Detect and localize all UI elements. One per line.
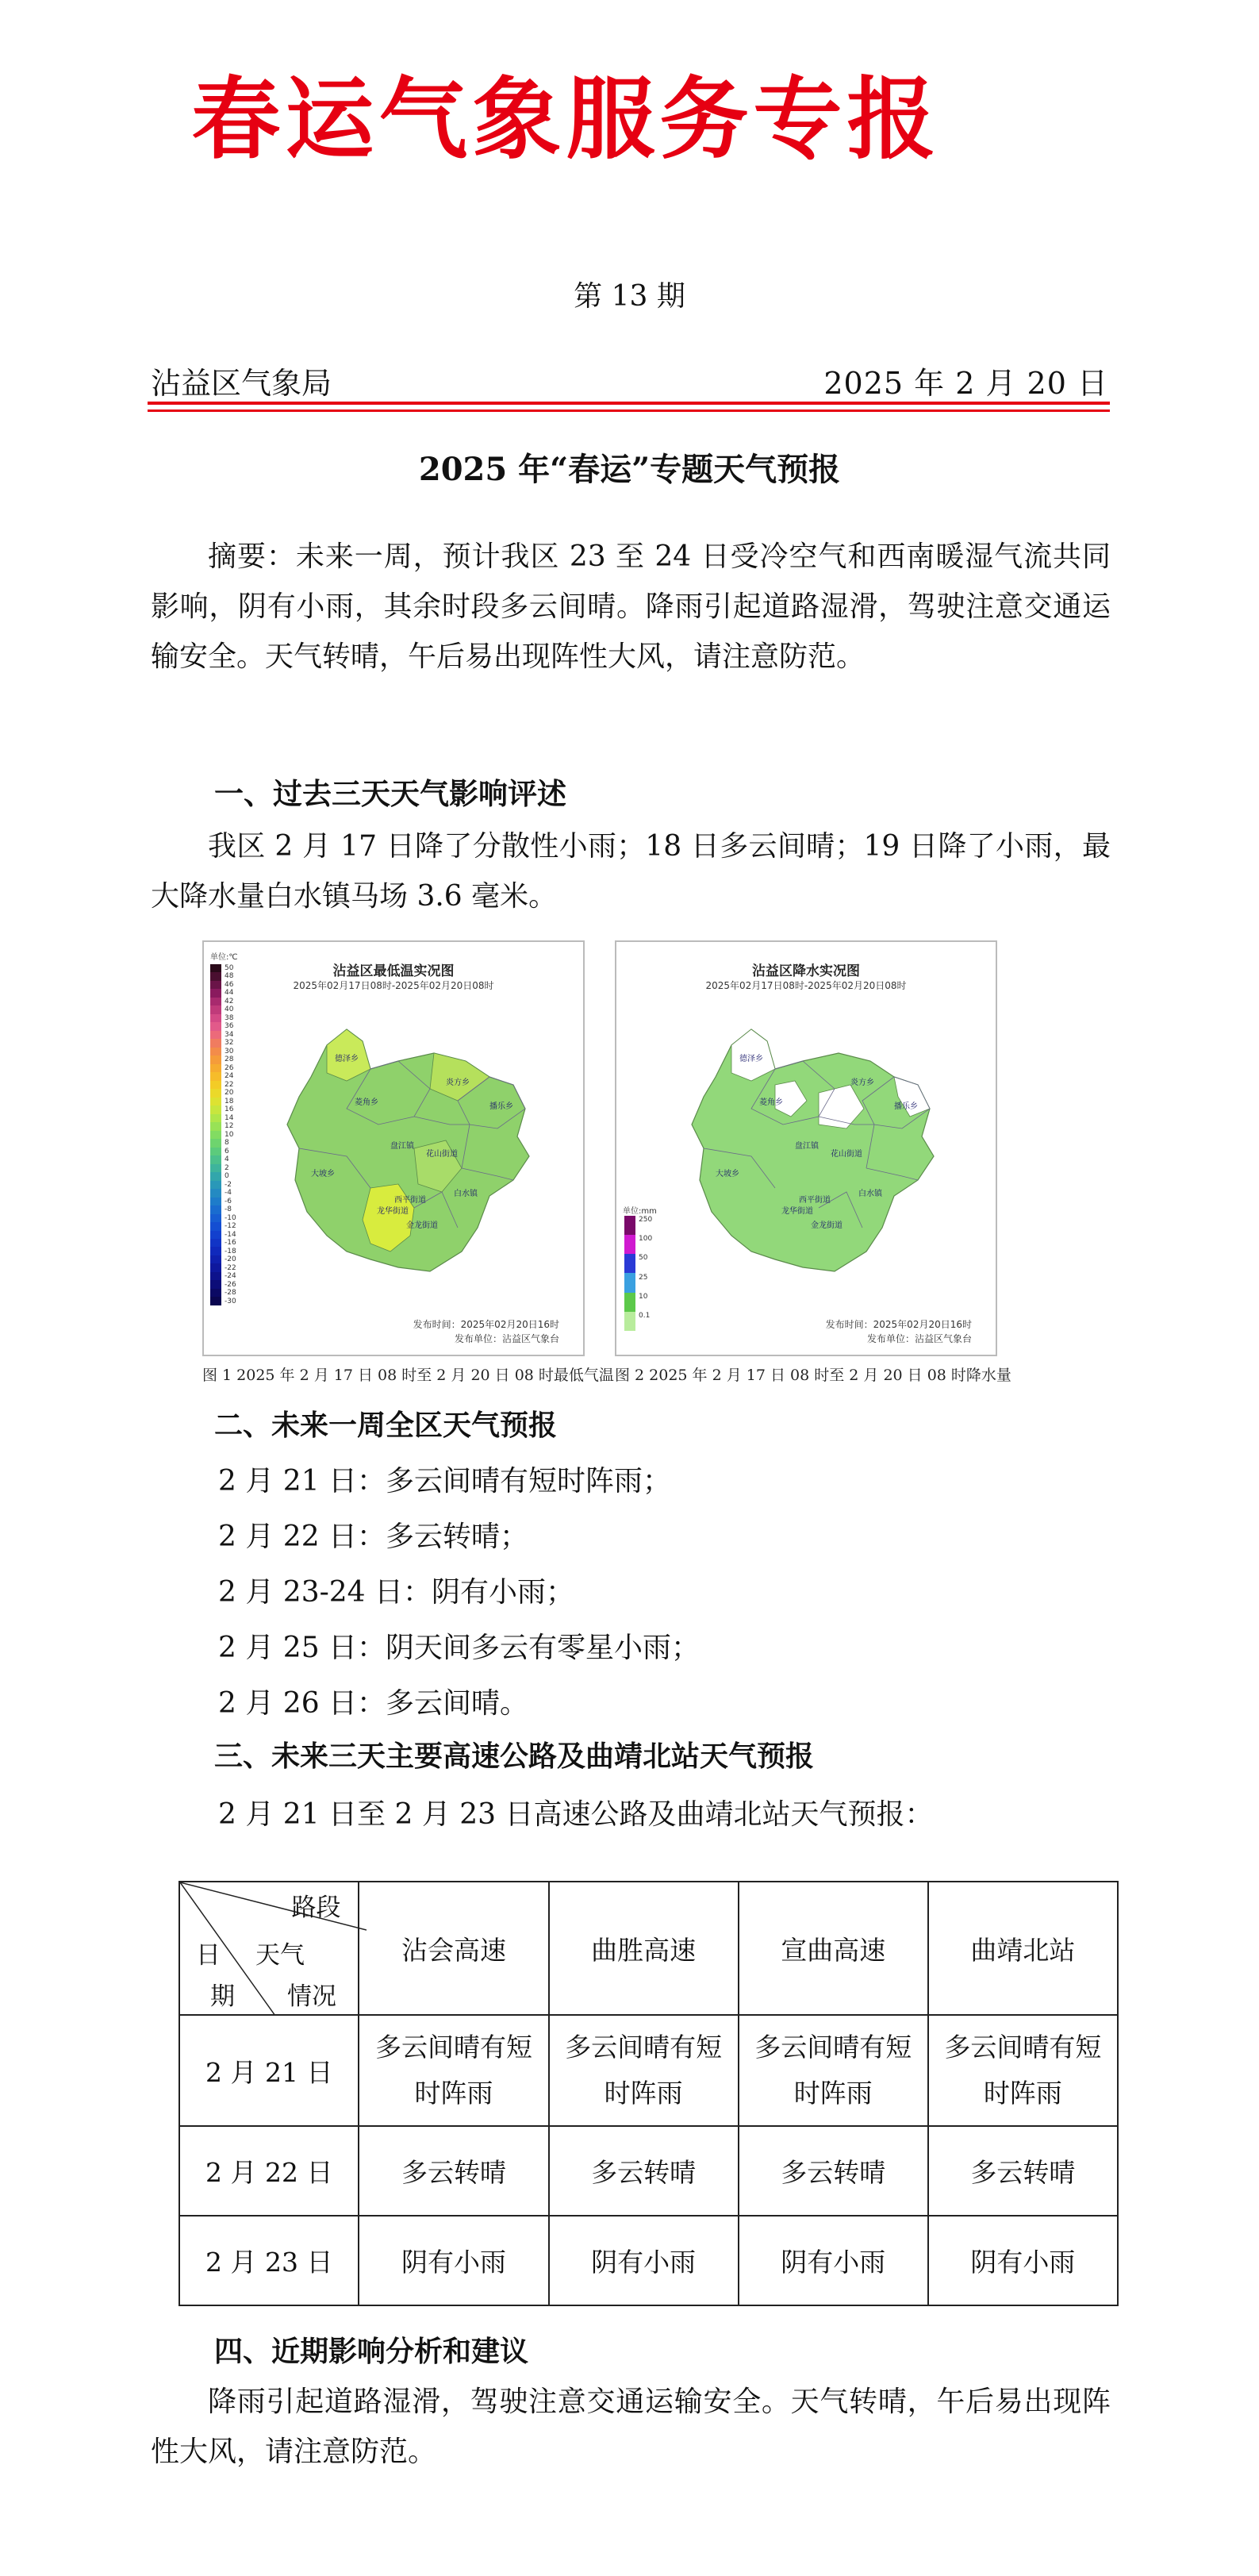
department: 沾益区气象局	[151, 366, 332, 401]
section2-heading: 二、未来一周全区天气预报	[214, 1409, 558, 1442]
forecast-item: 2 月 21 日：多云间晴有短时阵雨；	[218, 1465, 672, 1498]
map1-range: 2025年02月17日08时-2025年02月20日08时	[293, 980, 494, 991]
table-row	[179, 2015, 1118, 2126]
legend-tick-label: 8	[225, 1139, 229, 1148]
legend-tick-label: -6	[225, 1197, 232, 1205]
legend-swatch	[210, 1155, 221, 1163]
issue-number: 第 13 期	[574, 280, 685, 313]
map2-publisher: 发布单位：沾益区气象台	[866, 1333, 972, 1344]
legend-tick-label: -28	[225, 1289, 236, 1298]
map2-range: 2025年02月17日08时-2025年02月20日08时	[705, 980, 907, 991]
legend-swatch	[210, 1255, 221, 1263]
table-header-row	[179, 1882, 1118, 2015]
column-header: 宣曲高速	[739, 1882, 928, 2015]
legend-swatch	[210, 1148, 221, 1155]
legend-tick-label: 28	[225, 1055, 234, 1064]
map1-region-shape	[251, 998, 569, 1307]
legend-swatch	[210, 1198, 221, 1205]
legend-tick-label: 250	[639, 1216, 653, 1224]
table-cell: 多云转晴	[549, 2126, 739, 2216]
table-row	[179, 2126, 1118, 2216]
legend-swatch	[624, 1254, 635, 1273]
legend-swatch	[210, 1181, 221, 1189]
legend-tick-label: 18	[225, 1097, 234, 1105]
map1-caption: 图 1 2025 年 2 月 17 日 08 时至 2 月 20 日 08 时最低气温	[202, 1367, 614, 1384]
legend-swatch	[210, 1297, 221, 1305]
legend-swatch	[210, 1247, 221, 1255]
row-date: 2 月 21 日	[179, 2015, 359, 2126]
legend-tick-label: 0	[225, 1172, 229, 1181]
legend-tick-label: -24	[225, 1272, 236, 1281]
section3-intro: 2 月 21 日至 2 月 23 日高速公路及曲靖北站天气预报：	[218, 1798, 934, 1831]
map1-place: 西平街道	[394, 1196, 426, 1205]
legend-tick-label: -20	[225, 1255, 236, 1264]
red-divider-thin	[148, 409, 1110, 412]
table-cell: 多云间晴有短时阵雨	[739, 2015, 928, 2126]
legend-tick-label: 4	[225, 1155, 229, 1164]
column-header: 曲靖北站	[928, 1882, 1118, 2015]
legend-tick-label: 20	[225, 1089, 234, 1098]
map1-color-legend	[210, 964, 221, 1305]
legend-swatch	[210, 1222, 221, 1230]
legend-tick-label: -8	[225, 1205, 232, 1214]
highway-forecast-table	[178, 1881, 1119, 2306]
legend-tick-label: -18	[225, 1247, 236, 1255]
legend-tick-label: 32	[225, 1039, 234, 1048]
map1-place: 白水镇	[454, 1190, 478, 1198]
map1-place: 大坡乡	[311, 1170, 335, 1178]
legend-swatch	[210, 1039, 221, 1047]
legend-tick-label: 34	[225, 1030, 234, 1039]
legend-swatch	[624, 1235, 635, 1254]
forecast-item: 2 月 22 日：多云转晴；	[218, 1521, 529, 1553]
legend-tick-label: 22	[225, 1080, 234, 1089]
legend-swatch	[210, 1081, 221, 1089]
row-date: 2 月 23 日	[179, 2216, 359, 2305]
legend-tick-label: 36	[225, 1022, 234, 1031]
legend-swatch	[210, 1122, 221, 1130]
legend-swatch	[210, 1072, 221, 1080]
section1-text: 我区 2 月 17 日降了分散性小雨；18 日多云间晴；19 日降了小雨，最大降水量白水镇马场 3.6 毫米。	[151, 830, 1111, 913]
legend-tick-label: -30	[225, 1297, 236, 1305]
map1-place: 炎方乡	[446, 1078, 470, 1087]
corner-road: 路段	[291, 1894, 341, 1922]
legend-tick-label: 14	[225, 1113, 234, 1122]
legend-swatch	[210, 1289, 221, 1297]
map2-publish-time: 发布时间：2025年02月20日16时	[825, 1319, 972, 1330]
summary-paragraph: 摘要：未来一周，预计我区 23 至 24 日受冷空气和西南暖湿气流共同影响，阴有小雨，其余时段多云间晴。降雨引起道路湿滑，驾驶注意交通运输安全。天气转晴，午后易出现阵性大风，请注意防范。	[151, 540, 1111, 673]
map2-place: 金龙街道	[811, 1221, 843, 1230]
legend-swatch	[210, 1098, 221, 1105]
legend-tick-label: -26	[225, 1280, 236, 1289]
map1-unit: 单位:℃	[210, 953, 238, 962]
legend-swatch	[210, 1105, 221, 1113]
legend-tick-label: 46	[225, 980, 234, 989]
legend-swatch	[210, 1131, 221, 1139]
legend-tick-label: 6	[225, 1147, 229, 1155]
legend-tick-label: 2	[225, 1163, 229, 1172]
legend-swatch	[210, 981, 221, 989]
legend-swatch	[210, 998, 221, 1005]
map2-region-shape	[656, 998, 973, 1307]
legend-tick-label: 30	[225, 1047, 234, 1055]
legend-swatch	[624, 1293, 635, 1312]
legend-swatch	[210, 1014, 221, 1022]
map1-legend-ticks	[225, 964, 248, 1305]
issue-date: 2025 年 2 月 20 日	[823, 366, 1108, 401]
corner-weather: 天气	[255, 1941, 305, 1970]
legend-swatch	[210, 1055, 221, 1063]
map1-publish-time: 发布时间：2025年02月20日16时	[413, 1319, 559, 1330]
map1-place: 菱角乡	[355, 1098, 378, 1107]
legend-swatch	[210, 1048, 221, 1055]
legend-swatch	[210, 1280, 221, 1288]
legend-tick-label: -2	[225, 1180, 232, 1189]
legend-tick-label: 42	[225, 997, 234, 1005]
legend-tick-label: -12	[225, 1222, 236, 1231]
map1-place: 德泽乡	[335, 1055, 359, 1063]
legend-swatch	[624, 1312, 635, 1331]
map2-unit: 单位:mm	[623, 1207, 657, 1216]
map2-caption: 图 2 2025 年 2 月 17 日 08 时至 2 月 20 日 08 时降水量	[615, 1367, 1011, 1384]
legend-swatch	[210, 1089, 221, 1097]
legend-tick-label: -4	[225, 1189, 232, 1198]
legend-tick-label: -14	[225, 1230, 236, 1239]
legend-tick-label: 16	[225, 1105, 234, 1114]
legend-swatch	[210, 964, 221, 972]
legend-swatch	[210, 1272, 221, 1280]
legend-swatch	[210, 1005, 221, 1013]
legend-tick-label: 10	[639, 1292, 648, 1301]
section3-heading: 三、未来三天主要高速公路及曲靖北站天气预报	[214, 1740, 815, 1773]
map2-color-legend	[624, 1216, 635, 1331]
map1-place: 播乐乡	[489, 1102, 513, 1111]
legend-tick-label: 10	[225, 1130, 234, 1139]
table-cell: 阴有小雨	[739, 2216, 928, 2305]
legend-tick-label: 44	[225, 989, 234, 998]
legend-tick-label: 50	[225, 964, 234, 972]
legend-tick-label: 0.1	[639, 1311, 651, 1320]
map2-place: 大坡乡	[716, 1170, 739, 1178]
legend-tick-label: -10	[225, 1213, 236, 1222]
legend-swatch	[210, 1139, 221, 1147]
table-cell: 多云转晴	[739, 2126, 928, 2216]
map2-place: 白水镇	[858, 1190, 882, 1198]
column-header: 沾会高速	[359, 1882, 548, 2015]
map2-place: 菱角乡	[759, 1098, 783, 1107]
legend-tick-label: 100	[639, 1235, 653, 1244]
table-row	[179, 2216, 1118, 2305]
min-temperature-map	[202, 940, 585, 1356]
map1-place: 龙华街道	[377, 1207, 409, 1216]
table-cell: 多云间晴有短时阵雨	[928, 2015, 1118, 2126]
legend-tick-label: 38	[225, 1013, 234, 1022]
map2-title: 沾益区降水实况图	[752, 963, 860, 979]
corner-period: 期	[210, 1982, 235, 2011]
corner-condition: 情况	[287, 1982, 336, 2011]
legend-tick-label: 12	[225, 1122, 234, 1131]
map2-place: 播乐乡	[894, 1102, 918, 1111]
legend-tick-label: 24	[225, 1072, 234, 1081]
report-title: 春运气象服务专报	[191, 68, 941, 171]
table-corner-cell	[179, 1882, 359, 2015]
table-cell: 多云间晴有短时阵雨	[549, 2015, 739, 2126]
legend-swatch	[210, 1189, 221, 1197]
map2-place: 德泽乡	[739, 1055, 763, 1063]
legend-swatch	[210, 1164, 221, 1172]
map2-place: 盘江镇	[795, 1142, 819, 1151]
legend-tick-label: -22	[225, 1263, 236, 1272]
column-header: 曲胜高速	[549, 1882, 739, 2015]
table-cell: 多云间晴有短时阵雨	[359, 2015, 548, 2126]
red-divider-thick	[148, 402, 1110, 405]
table-cell: 多云转晴	[928, 2126, 1118, 2216]
section4-text: 降雨引起道路湿滑，驾驶注意交通运输安全。天气转晴，午后易出现阵性大风，请注意防范。	[151, 2386, 1111, 2468]
section1-heading: 一、过去三天天气影响评述	[214, 777, 566, 811]
forecast-item: 2 月 25 日：阴天间多云有零星小雨；	[218, 1632, 701, 1664]
legend-swatch	[624, 1273, 635, 1292]
legend-swatch	[210, 1114, 221, 1122]
legend-swatch	[210, 972, 221, 980]
legend-swatch	[210, 1022, 221, 1030]
map2-place: 炎方乡	[850, 1078, 874, 1087]
table-cell: 阴有小雨	[359, 2216, 548, 2305]
legend-tick-label: 50	[639, 1254, 648, 1263]
legend-tick-label: 40	[225, 1005, 234, 1014]
document-subtitle: 2025 年“春运”专题天气预报	[418, 451, 841, 488]
map2-place: 龙华街道	[781, 1207, 813, 1216]
map1-place: 盘江镇	[390, 1142, 414, 1151]
corner-day: 日	[196, 1941, 221, 1970]
legend-swatch	[210, 1231, 221, 1239]
legend-swatch	[210, 1064, 221, 1072]
legend-swatch	[210, 1031, 221, 1039]
table-cell: 多云转晴	[359, 2126, 548, 2216]
legend-tick-label: -16	[225, 1239, 236, 1248]
legend-swatch	[210, 1205, 221, 1213]
legend-swatch	[210, 1172, 221, 1180]
map1-place: 金龙街道	[406, 1221, 438, 1230]
legend-tick-label: 25	[639, 1273, 648, 1282]
legend-tick-label: 48	[225, 972, 234, 981]
forecast-item: 2 月 23-24 日：阴有小雨；	[218, 1576, 575, 1609]
map1-publisher: 发布单位：沾益区气象台	[454, 1333, 559, 1344]
legend-swatch	[210, 989, 221, 997]
section4-heading: 四、近期影响分析和建议	[214, 2336, 529, 2368]
table-cell: 阴有小雨	[549, 2216, 739, 2305]
forecast-item: 2 月 26 日：多云间晴。	[218, 1687, 529, 1720]
map1-title: 沾益区最低温实况图	[332, 963, 455, 979]
table-cell: 阴有小雨	[928, 2216, 1118, 2305]
row-date: 2 月 22 日	[179, 2126, 359, 2216]
legend-tick-label: 26	[225, 1063, 234, 1072]
map2-place: 花山街道	[831, 1150, 862, 1159]
map1-place: 花山街道	[426, 1150, 458, 1159]
legend-swatch	[210, 1263, 221, 1271]
precipitation-map	[615, 940, 997, 1356]
legend-swatch	[210, 1239, 221, 1247]
legend-swatch	[210, 1214, 221, 1222]
legend-swatch	[624, 1216, 635, 1235]
map2-place: 西平街道	[799, 1196, 831, 1205]
